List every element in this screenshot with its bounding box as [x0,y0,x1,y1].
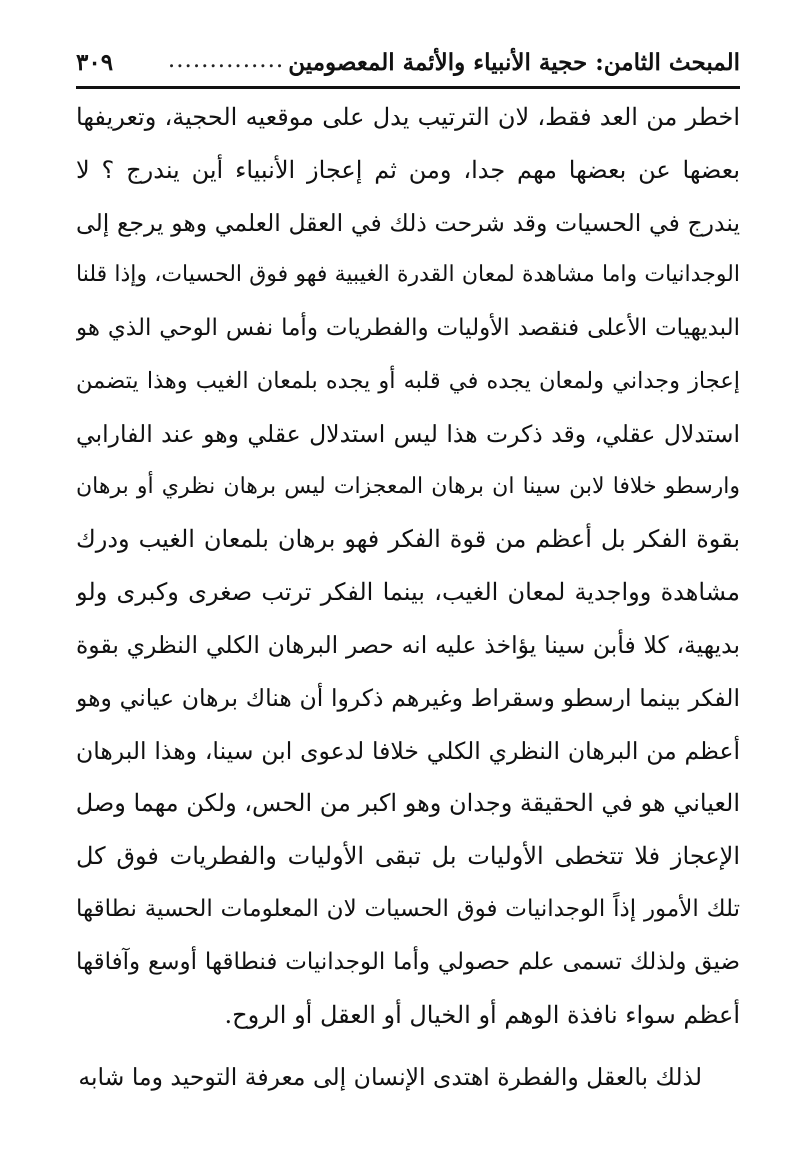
text-line: البديهيات الأعلى فنقصد الأوليات والفطريات وأما نفس الوحي الذي هو [76,315,740,342]
text-line: يندرج في الحسيات وقد شرحت ذلك في العقل العلمي وهو يرجع إلى [76,208,740,237]
text-line: أعظم سواء نافذة الوهم أو الخيال أو العقل أو الروح. [224,1000,740,1029]
text-line: مشاهدة وواجدية لمعان الغيب، بينما الفكر ترتب صغرى وكبرى ولو [76,578,740,607]
text-line: ضيق ولذلك تسمى علم حصولي وأما الوجدانيات فنطاقها أوسع وآفاقها [76,948,740,975]
body-text [76,91,740,1104]
text-line: تلك الأمور إذاً الوجدانيات فوق الحسيات لان المعلومات الحسية نطاقها [76,895,740,922]
text-line: بعضها عن بعضها مهم جدا، ومن ثم إعجاز الأنبياء أين يندرج ؟ لا [76,155,740,184]
text-line: الوجدانيات واما مشاهدة لمعان القدرة الغيبية فهو فوق الحسيات، وإذا قلنا [76,262,740,288]
text-line: بديهية، كلا فأبن سينا يؤاخذ عليه انه حصر البرهان الكلي النظري بقوة [76,630,740,659]
text-line: الفكر بينما ارسطو وسقراط وغيرهم ذكروا أن هناك برهان عياني وهو [76,683,740,712]
book-page [76,38,740,1104]
chapter-title: المبحث الثامن: حجية الأنبياء والأئمة المعصومين [288,48,740,76]
text-line: لذلك بالعقل والفطرة اهتدى الإنسان إلى معرفة التوحيد وما شابه [78,1063,702,1092]
text-line: إعجاز وجداني ولمعان يجده في قلبه أو يجده بلمعان الغيب وهذا يتضمن [76,367,740,394]
page-number: ٣٠٩ [76,48,114,76]
dot-leader: .............. [167,47,285,73]
paragraph-1 [76,91,740,1041]
paragraph-2 [76,1051,740,1104]
text-line: العياني هو في الحقيقة وجدان وهو اكبر من الحس، ولكن مهما وصل [76,789,740,818]
text-line: وارسطو خلافا لابن سينا ان برهان المعجزات ليس برهان نظري أو برهان [76,473,740,499]
text-line: الإعجاز فلا تتخطى الأوليات بل تبقى الأوليات والفطريات فوق كل [76,842,740,871]
text-line: استدلال عقلي، وقد ذكرت هذا ليس استدلال عقلي وهو عند الفارابي [76,419,740,448]
running-header [76,38,740,89]
text-line: بقوة الفكر بل أعظم من قوة الفكر فهو برهان بلمعان الغيب ودرك [76,525,740,554]
text-line: اخطر من العد فقط، لان الترتيب يدل على موقعيه الحجية، وتعريفها [76,103,740,131]
text-line: أعظم من البرهان النظري الكلي خلافا لدعوى ابن سينا، وهذا البرهان [76,736,740,765]
